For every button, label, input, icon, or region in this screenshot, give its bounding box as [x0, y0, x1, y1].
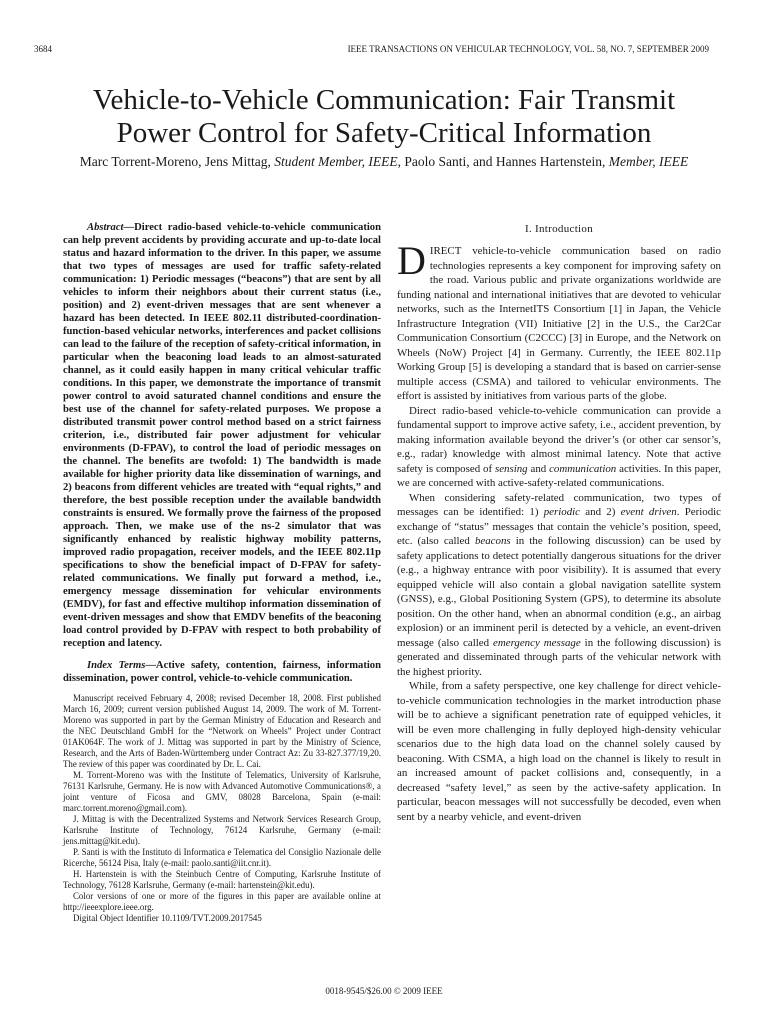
footnote-affiliation-3: P. Santi is with the Instituto di Informatica e Telematica del Consiglio Nazionale delle Ricerche, 56124 Pisa, Italy (e-mail: paolo.santi@iit.cnr.it).: [63, 847, 381, 868]
index-terms: [63, 659, 381, 685]
footnotes: [63, 693, 381, 924]
footnote-affiliation-1: M. Torrent-Moreno was with the Institute of Telematics, University of Karlsruhe, 76131 Karlsruhe, Germany. He is now with Advanced Automotive Communications®, a joint venture of Ficosa and GMV, 08028 Barcelona, Spain (e-mail: marc.torrent.moreno@gmail.com).: [63, 770, 381, 813]
footnote-affiliation-4: H. Hartenstein is with the Steinbuch Centre of Computing, Karlsruhe Institute of Technology, 76128 Karlsruhe, Germany (e-mail: hartenstein@kit.edu).: [63, 869, 381, 890]
intro-paragraph-4: While, from a safety perspective, one key challenge for direct vehicle-to-vehicle communication technologies in the market introduction phase will be to achieve a significant penetration rate of equipped vehicles, it will be even more challenging in fully deployed high-density vehicular scenarios due to the high data load on the channel solely caused by beaconing. With CSMA, a high load on the channel is likely to result in an increased amount of packet collisions and, consequently, in a decreased “safety level,” as seen by the active-safety application. In particular, beacon messages will not successfully be decoded, even when sent by a nearby vehicle, and event-driven: [397, 680, 721, 823]
intro-p2-text-c: activities. In this paper, we are concerned with active-safety-related communications.: [397, 462, 722, 489]
footnote-doi: Digital Object Identifier 10.1109/TVT.2009.2017545: [73, 913, 262, 923]
index-terms-lead: Index Terms: [87, 660, 146, 671]
abstract-text: —Direct radio-based vehicle-to-vehicle communication can help prevent accidents by providing accurate and up-to-date local status and hazard information to the driver. In this paper, we assume that two types of messages are used for traffic safety-related communication: 1) Periodic messages (“beacons”) that are sent by all vehicles to inform their neighbors about their current status (i.e., position) and 2) event-driven messages that are sent whenever a hazard has been detected. In IEEE 802.11 distributed-coordination-function-based vehicular networks, interferences and packet collisions can lead to the failure of the reception of safety-critical information, in particular when the beaconing load leads to an almost-saturated channel, as it could easily happen in many critical vehicular traffic conditions. In this paper, we demonstrate the importance of transmit power control to avoid saturated channel conditions and ensure the best use of the channel for safety-related purposes. We propose a distributed transmit power control method based on a strict fairness criterion, i.e., distributed fair power adjustment for vehicular environments (D-FPAV), to control the load of periodic messages on the channel. The benefits are twofold: 1) The bandwidth is made available for higher priority data like dissemination of warnings, and 2) beacons from different vehicles are treated with “equal rights,” and therefore, the best possible reception under the available bandwidth constraints is ensured. We formally prove the fairness of the proposed approach. Then, we make use of the ns-2 simulator that was significantly enhanced by realistic highway mobility patterns, improved radio propagation, receiver models, and the IEEE 802.11p specifications to show the beneficial impact of D-FPAV for safety-related communications. We finally put forward a method, i.e., emergency message dissemination for vehicular environments (EMDV), for fast and effective multihop information dissemination of event-driven messages and show that EMDV benefits of the beaconing load control provided by D-FPAV with respect to both probability of reception and latency.: [63, 222, 381, 649]
copyright-footer: 0018-9545/$26.00 © 2009 IEEE: [325, 986, 443, 996]
page-number: 3684: [34, 44, 52, 54]
intro-p3-text-d: in the following discussion) can be used by safety applications to detect potentially dangerous situations for the driver (e.g., a highway entrance with poor visibility). It is assumed that every equipped vehicle will also contain a global navigation satellite system (GNSS), e.g., Global Positioning System (GPS), to determine its absolute position. On the other hand, when an abnormal condition (e.g., an airbag explosion) or an imminent peril is detected by a vehicle, an event-driven message (also called: [397, 535, 721, 649]
index-terms-text: —Active safety, contention, fairness, information dissemination, power control, vehicle-to-vehicle communication.: [63, 660, 381, 684]
intro-p2-em-communication: communication: [549, 462, 617, 475]
footnote-affiliation-2: J. Mittag is with the Decentralized Systems and Network Services Research Group, Karlsruhe Institute of Technology, 76124 Karlsruhe, Germany (e-mail: jens.mittag@kit.edu).: [63, 814, 381, 846]
intro-p2-text-b: and: [527, 462, 550, 475]
intro-p3-em-event-driven: event driven: [620, 506, 677, 518]
authors-part-1: Marc Torrent-Moreno, Jens Mittag,: [79, 154, 271, 169]
right-column: [397, 223, 721, 824]
intro-p3-text-b: and 2): [580, 506, 621, 518]
paper-title: [40, 84, 728, 150]
intro-p3-text-a: When considering safety-related communication, two types of messages can be identified: 1): [397, 491, 721, 518]
abstract: [63, 221, 381, 650]
author-role-2: Member, IEEE: [608, 154, 689, 169]
intro-p3-em-emergency-message: emergency message: [493, 636, 581, 649]
section-heading-introduction: I. Introduction: [524, 223, 594, 235]
journal-header: IEEE TRANSACTIONS ON VEHICULAR TECHNOLOGY, VOL. 58, NO. 7, SEPTEMBER 2009: [347, 44, 709, 54]
intro-p3-em-beacons: beacons: [474, 535, 511, 547]
author-role-1: Student Member, IEEE: [274, 154, 398, 169]
footnote-manuscript: Manuscript received February 4, 2008; revised December 18, 2008. First published March 16, 2009; current version published August 14, 2009. The work of M. Torrent-Moreno was supported in part by the German Ministry of Education and Research and the NEC Deutschland GmbH for the “Network on Wheels” Project under Contract 01AK064F. The work of J. Mittag was supported in part by the Ministry of Science, Research, and the Arts of Baden-Württemberg under Contract Az: Zu 33-827.377/19,20. The review of this paper was coordinated by Dr. L. Cai.: [63, 693, 381, 769]
abstract-lead: Abstract: [87, 222, 124, 233]
author-list: [40, 154, 728, 170]
intro-p3-text-e: in the following discussion) is generated and disseminated through parts of the vehicular network with the highest priority.: [397, 636, 722, 678]
intro-p3-em-periodic: periodic: [543, 506, 581, 518]
footnote-color-versions: Color versions of one or more of the figures in this paper are available online at http://ieeexplore.ieee.org.: [63, 891, 381, 912]
drop-cap: D: [397, 238, 426, 283]
authors-part-2: , Paolo Santi, and Hannes Hartenstein,: [397, 154, 606, 169]
intro-paragraph-2: [397, 404, 721, 491]
title-line-1: Vehicle-to-Vehicle Communication: Fair Transmit: [92, 84, 676, 116]
intro-p2-text-a: Direct radio-based vehicle-to-vehicle communication can provide a fundamental support to improve active safety, i.e., accident prevention, by making information available beyond the driver’s (or other car sensor’s, e.g., radar) knowledge with almost minimal latency. Note that active safety is composed of: [397, 404, 721, 475]
intro-p3-text-c: . Periodic exchange of “status” messages that contain the vehicle’s position, speed, etc. (also called: [397, 506, 722, 547]
intro-paragraph-1: [397, 238, 721, 404]
intro-paragraph-1-text: IRECT vehicle-to-vehicle communication based on radio technologies represents a key component for improving safety on the road. Various public and private organizations worldwide are funding national and international initiatives that are devoted to vehicular networks, such as the InternetITS Consortium [1] in Japan, the Vehicle Infrastructure Integration (VII) Initiative [2] in the U.S., the Car2Car Communication Consortium (C2CCC) [3] in Europe, and the Network on Wheels (NoW) Project [4] in Germany. Currently, the IEEE 802.11p Working Group [5] is developing a standard that is based on carrier-sense multiple access (CSMA) and tailored to vehicular environments. The effort is assisted by initiatives from various parts of the globe.: [397, 245, 721, 402]
left-column: [63, 221, 381, 924]
title-line-2: Power Control for Safety-Critical Information: [116, 117, 652, 149]
intro-p2-em-sensing: sensing: [494, 462, 528, 475]
intro-paragraph-3: [397, 491, 721, 680]
